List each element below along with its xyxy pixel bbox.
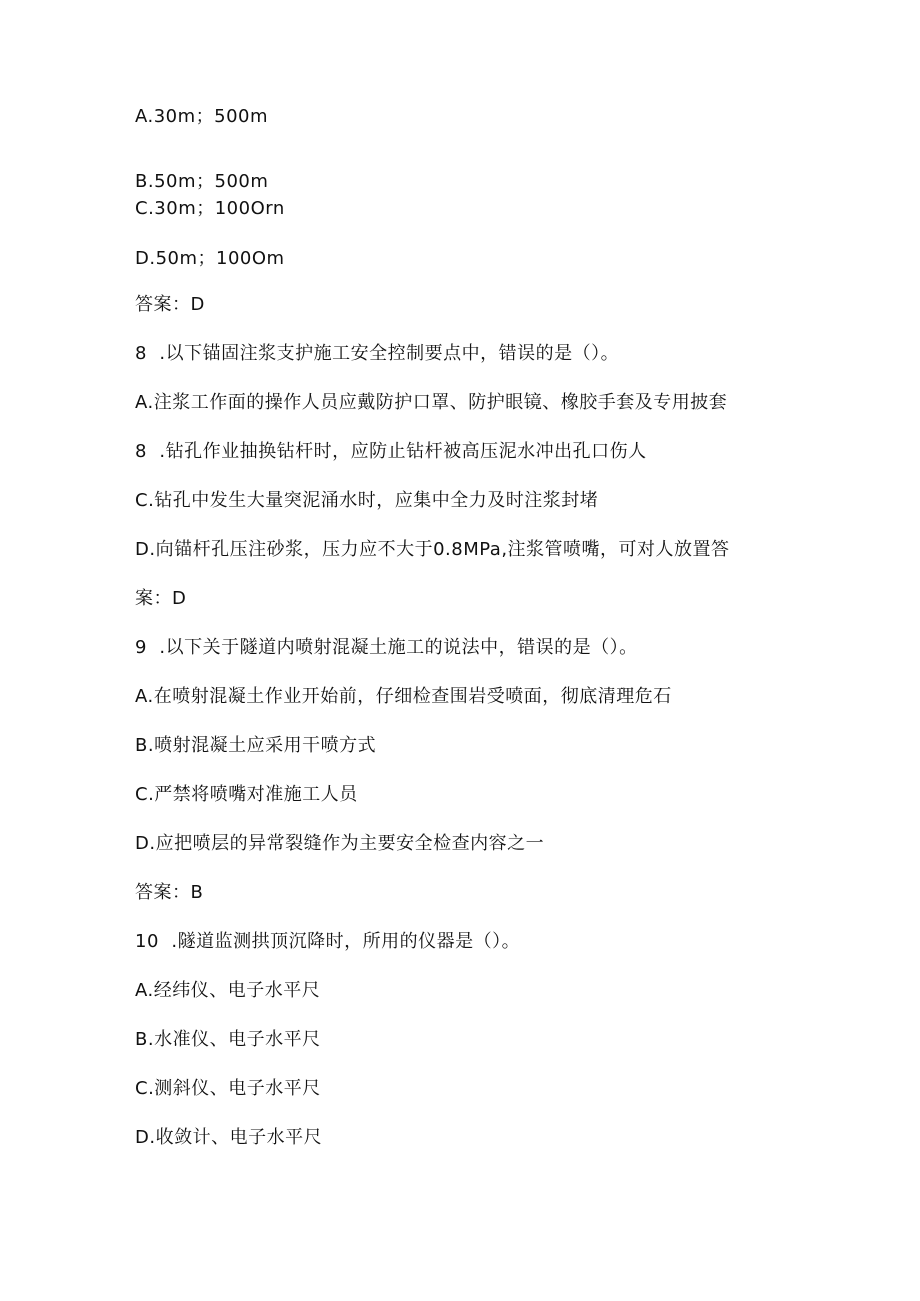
option-7d: D.50m；100Om (135, 248, 285, 269)
option-10c: C.测斜仪、电子水平尺 (135, 1078, 321, 1099)
question-8: 8 .以下锚固注浆支护施工安全控制要点中，错误的是（）。 (135, 343, 620, 364)
option-7b: B.50m；500m (135, 171, 269, 192)
option-9a: A.在喷射混凝土作业开始前，仔细检查围岩受喷面，彻底清理危石 (135, 686, 672, 707)
option-8c: C.钻孔中发生大量突泥涌水时，应集中全力及时注浆封堵 (135, 490, 599, 511)
option-7a: A.30m；500m (135, 106, 269, 127)
option-9b: B.喷射混凝土应采用干喷方式 (135, 735, 377, 756)
option-10d: D.收敛计、电子水平尺 (135, 1127, 323, 1148)
question-10: 10 .隧道监测拱顶沉降时，所用的仪器是（）。 (135, 931, 521, 952)
option-8b: 8 .钻孔作业抽换钻杆时，应防止钻杆被高压泥水冲出孔口伤人 (135, 441, 647, 462)
answer-9: 答案：B (135, 882, 204, 903)
option-10a: A.经纬仪、电子水平尺 (135, 980, 321, 1001)
option-8a: A.注浆工作面的操作人员应戴防护口罩、防护眼镜、橡胶手套及专用披套 (135, 392, 728, 413)
option-8d: D.向锚杆孔压注砂浆，压力应不大于0.8MPa,注浆管喷嘴，可对人放置答 (135, 539, 730, 560)
option-10b: B.水准仪、电子水平尺 (135, 1029, 321, 1050)
option-7c: C.30m；100Orn (135, 198, 285, 219)
option-9c: C.严禁将喷嘴对准施工人员 (135, 784, 358, 805)
answer-7: 答案：D (135, 294, 205, 315)
answer-8: 案：D (135, 588, 187, 609)
question-9: 9 .以下关于隧道内喷射混凝土施工的说法中，错误的是（）。 (135, 637, 638, 658)
option-9d: D.应把喷层的异常裂缝作为主要安全检查内容之一 (135, 833, 545, 854)
